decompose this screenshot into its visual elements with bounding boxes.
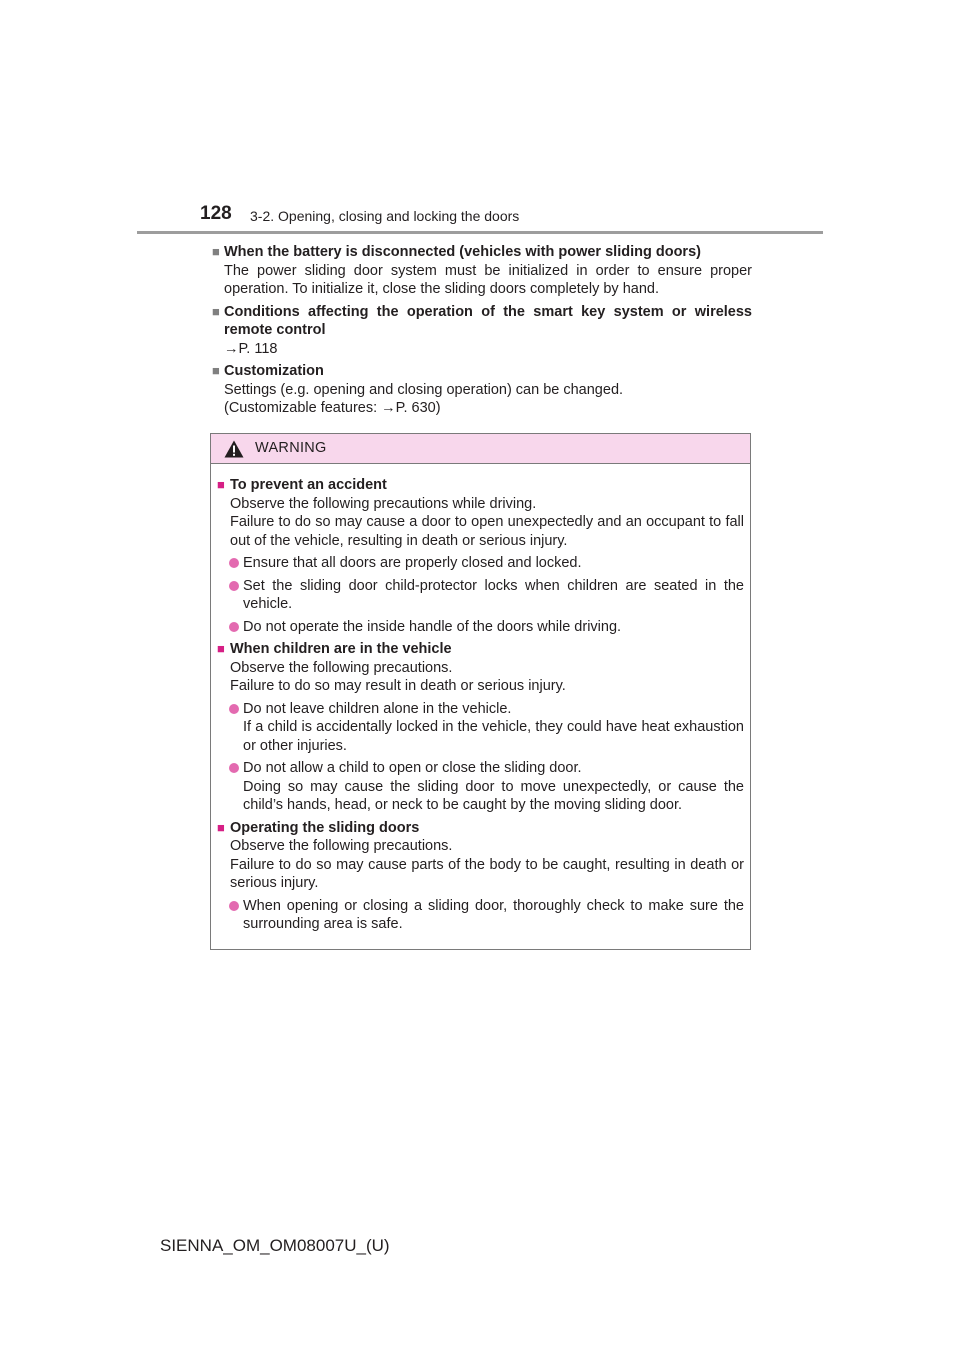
warning-section-heading: ■ Operating the sliding doors — [217, 819, 420, 836]
info-item-customization — [212, 362, 752, 418]
warning-section-heading: ■ To prevent an accident — [217, 477, 387, 493]
main-content — [212, 243, 752, 422]
warning-section-heading: ■ When children are in the vehicle — [217, 641, 452, 657]
warning-section-children — [217, 640, 744, 815]
list-item: When opening or closing a sliding door, thoroughly check to make sure the surrounding area is safe. — [217, 897, 744, 934]
warning-box — [210, 433, 751, 950]
warning-header — [211, 434, 750, 464]
bullet-dot-icon — [229, 704, 239, 714]
item-heading: ■ Conditions affecting the operation of the smart key system or wireless remote control — [212, 303, 752, 338]
list-item: Do not allow a child to open or close the sliding door. Doing so may cause the sliding door to move unexpectedly, or cause the child’s hands, head, or neck to be caught by the moving sliding door. — [217, 759, 744, 815]
info-item-battery — [212, 243, 752, 299]
square-bullet-icon: ■ — [217, 819, 225, 835]
item-heading: ■ When the battery is disconnected (vehicles with power sliding doors) — [212, 244, 701, 260]
page-number: 128 — [200, 203, 232, 224]
header-divider — [137, 231, 823, 234]
bullet-dot-icon — [229, 763, 239, 773]
bullet-dot-icon — [229, 581, 239, 591]
info-item-conditions — [212, 303, 752, 359]
warning-body — [211, 464, 750, 934]
page-reference-link[interactable]: →P. 118 — [224, 340, 278, 357]
section-title: 3-2. Opening, closing and locking the doors — [250, 208, 520, 224]
square-bullet-icon: ■ — [212, 303, 220, 319]
square-bullet-icon: ■ — [217, 477, 225, 492]
square-bullet-icon: ■ — [217, 641, 225, 656]
document-code: SIENNA_OM_OM08007U_(U) — [160, 1236, 390, 1255]
warning-section-sliding-doors — [217, 819, 744, 934]
list-item: Ensure that all doors are properly closed and locked. — [217, 554, 744, 573]
item-body: Settings (e.g. opening and closing operation) can be changed. (Customizable features: →P. 630) — [224, 381, 624, 416]
warning-triangle-icon — [224, 440, 244, 458]
warning-section-prevent-accident — [217, 476, 744, 636]
list-item: Set the sliding door child-protector locks when children are seated in the vehicle. — [217, 577, 744, 614]
warning-label: WARNING — [255, 440, 327, 456]
warning-section-text: Observe the following precautions while driving. Failure to do so may cause a door to open unexpectedly and an occupant to fall out of the vehicle, resulting in death or serious injury. — [230, 495, 744, 549]
warning-section-text: Observe the following precautions. Failure to do so may cause parts of the body to be caught, resulting in death or serious injury. — [230, 838, 744, 891]
list-item: Do not leave children alone in the vehicle. If a child is accidentally locked in the vehicle, they could have heat exhaustion or other injuries. — [217, 700, 744, 756]
square-bullet-icon: ■ — [212, 363, 220, 378]
item-body: The power sliding door system must be initialized in order to ensure proper operation. To initialize it, close the sliding doors completely by hand. — [224, 262, 752, 297]
bullet-dot-icon — [229, 901, 239, 911]
item-heading: ■ Customization — [212, 363, 324, 379]
square-bullet-icon: ■ — [212, 244, 220, 259]
bullet-dot-icon — [229, 622, 239, 632]
list-item: Do not operate the inside handle of the doors while driving. — [217, 618, 744, 637]
warning-section-text: Observe the following precautions. Failure to do so may result in death or serious injury. — [230, 659, 566, 694]
bullet-dot-icon — [229, 558, 239, 568]
